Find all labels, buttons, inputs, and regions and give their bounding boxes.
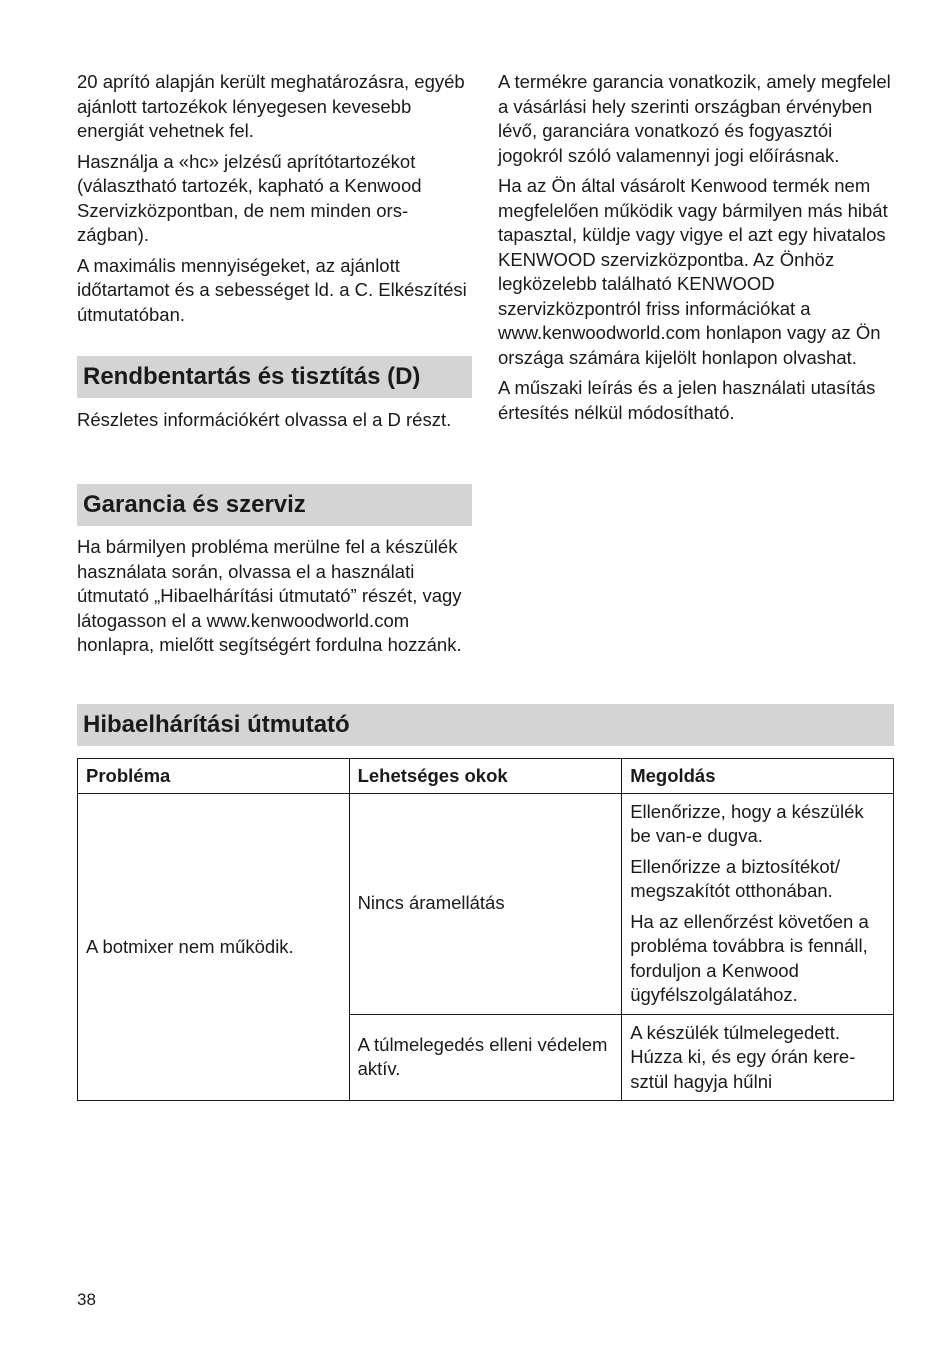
header-solution: Megoldás <box>622 759 894 794</box>
left-column <box>77 70 472 333</box>
solution-contact-service: Ha az ellenőrzést követően a probléma továbbra is fennáll, forduljon a Kenwood ügyfélszolgálatához. <box>630 910 869 1005</box>
paragraph-max-quantities: A maximális mennyiségeket, az ajánlott időtartamot és a sebességet ld. a C. Elkészítési útmutatóban. <box>77 254 467 325</box>
cause-cell-power: Nincs áramellátás <box>349 793 622 1014</box>
solution-cell-power <box>622 793 894 1014</box>
paragraph-attachment-note: 20 aprító alapján került meghatározásra, egyéb ajánlott tartozékok lényegesen kevesebb energiát vehetnek fel. <box>77 71 465 141</box>
maintenance-text <box>77 408 472 439</box>
heading-warranty: Garancia és szerviz <box>77 484 472 526</box>
solution-check-plug: Ellenőrizze, hogy a készülék be van-e dugva. <box>630 800 864 846</box>
paragraph-hc-attachment: Használja a «hc» jelzésű aprítótartozékot (választható tartozék, kapható a Kenwood Szervizközpontban, de nem minden országban). <box>77 150 422 245</box>
table-row <box>78 793 894 1014</box>
paragraph-specification-change: A műszaki leírás és a jelen használati utasítás értesítés nélkül módosítható. <box>498 377 876 423</box>
cause-cell-overheat: A túlmelegedés elleni védelem aktív. <box>349 1014 622 1101</box>
header-causes: Lehetséges okok <box>349 759 622 794</box>
solution-check-fuse: Ellenőrizze a biztosítékot/ megszakítót otthonában. <box>630 855 840 901</box>
warranty-paragraph: Ha bármilyen probléma merülne fel a készülék használata során, olvassa el a használati útmutató „Hibaelhárítási útmutató” részét, vagy látogasson el a www.kenwoodworld.com honlapra, mielőtt segítségért fordulna hozzánk. <box>77 536 462 655</box>
heading-maintenance: Rendbentartás és tisztítás (D) <box>77 356 472 398</box>
maintenance-paragraph: Részletes információkért olvassa el a D részt. <box>77 409 452 430</box>
table-header-row <box>78 759 894 794</box>
right-column <box>498 70 894 431</box>
header-problem: Probléma <box>78 759 350 794</box>
troubleshooting-table <box>77 758 894 1101</box>
paragraph-warranty-law: A termékre garancia vonatkozik, amely megfelel a vásárlási hely szerinti országban érvényben lévő, garanciára vonatkozó és fogyasztói jogokról szóló valamennyi jogi előírásnak. <box>498 71 891 166</box>
heading-troubleshooting: Hibaelhárítási útmutató <box>77 704 894 746</box>
solution-cell-overheat: A készülék túlmelegedett. Húzza ki, és egy órán keresztül hagyja hűlni <box>622 1014 894 1101</box>
problem-cell: A botmixer nem működik. <box>78 793 350 1101</box>
paragraph-service-center: Ha az Ön által vásárolt Kenwood termék nem megfelelően működik vagy bármilyen más hibát tapasztal, küldje vagy vigye el azt egy hivatalos KENWOOD szervizközpontba. Az Önhöz legközelebb található KENWOOD szervizközpontról friss információkat a www.kenwoodworld.com honlapon vagy az Ön országa számára kijelölt honlapon olvashat. <box>498 175 888 368</box>
page-number: 38 <box>77 1290 96 1309</box>
warranty-text <box>77 535 472 664</box>
